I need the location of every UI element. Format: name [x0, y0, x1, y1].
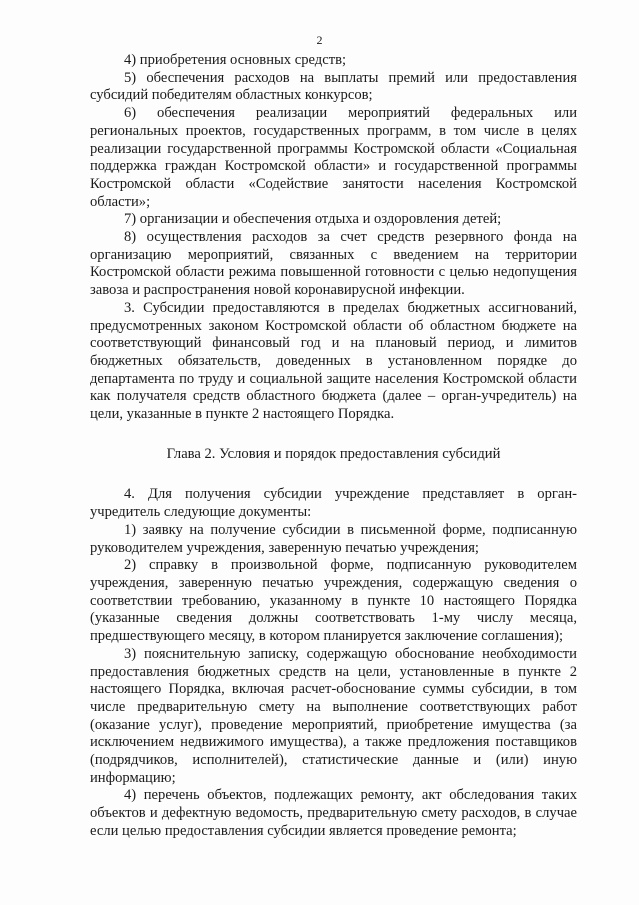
- document-item-1: 1) заявку на получение субсидии в письменной форме, подписанную руководителем учреждения, заверенную печатью учреждения;: [90, 521, 577, 556]
- list-item-4: 4) приобретения основных средств;: [124, 52, 347, 68]
- list-item-6: 6) обеспечения реализации мероприятий федеральных или региональных проектов, государственных программ, в том числе в целях реализации государственной программы Костромской области «Социальная поддержка граждан Костромской области» и государственной программы Костромской области «Содействие занятости населения Костромской области»;: [90, 105, 577, 210]
- chapter-heading: Глава 2. Условия и порядок предоставления субсидий: [166, 445, 501, 462]
- document-item-3: 3) пояснительную записку, содержащую обоснование необходимости предоставления бюджетных средств на цели, установленные в пункте 2 настоящего Порядка, включая расчет-обоснование суммы субсидии, в том числе предварительную смету на выполнение соответствующих работ (оказание услуг), проведение мероприятий, приобретение имущества (за исключением недвижимого имущества), а также предложения поставщиков (подрядчиков, исполнителей), статистические данные и (или) иную информацию;: [90, 645, 577, 786]
- document-body: [90, 52, 577, 841]
- clause-4: 4. Для получения субсидии учреждение представляет в орган-учредитель следующие документы:: [90, 486, 577, 521]
- document-item-4: 4) перечень объектов, подлежащих ремонту, акт обследования таких объектов и дефектную ведомость, предварительную смету расходов, в случае если целью предоставления субсидии является проведение ремонта;: [90, 787, 577, 839]
- list-item-7: 7) организации и обеспечения отдыха и оздоровления детей;: [124, 211, 502, 228]
- clause-3: 3. Субсидии предоставляются в пределах бюджетных ассигнований, предусмотренных законом Костромской области об областном бюджете на соответствующий финансовый год и на плановый период, и лимитов бюджетных обязательств, доведенных в установленном порядке до департамента по труду и социальной защите населения Костромской области как получателя средств областного бюджета (далее – орган-учредитель) на цели, указанные в пункте 2 настоящего Порядка.: [90, 299, 577, 423]
- document-item-2: 2) справку в произвольной форме, подписанную руководителем учреждения, заверенную печатью учреждения, содержащую сведения о соответствии требованию, указанному в пункте 10 настоящего Порядка (указанные сведения должны соответствовать 1-му числу месяца, предшествующего месяцу, в котором планируется заключение соглашения);: [90, 557, 577, 645]
- list-item-8: 8) осуществления расходов за счет средств резервного фонда на организацию мероприятий, связанных с введением на территории Костромской области режима повышенной готовности с целью недопущения завоза и распространения новой коронавирусной инфекции.: [90, 229, 577, 299]
- list-item-5: 5) обеспечения расходов на выплаты премий или предоставления субсидий победителям областных конкурсов;: [90, 69, 577, 104]
- page-number: 2: [316, 33, 323, 47]
